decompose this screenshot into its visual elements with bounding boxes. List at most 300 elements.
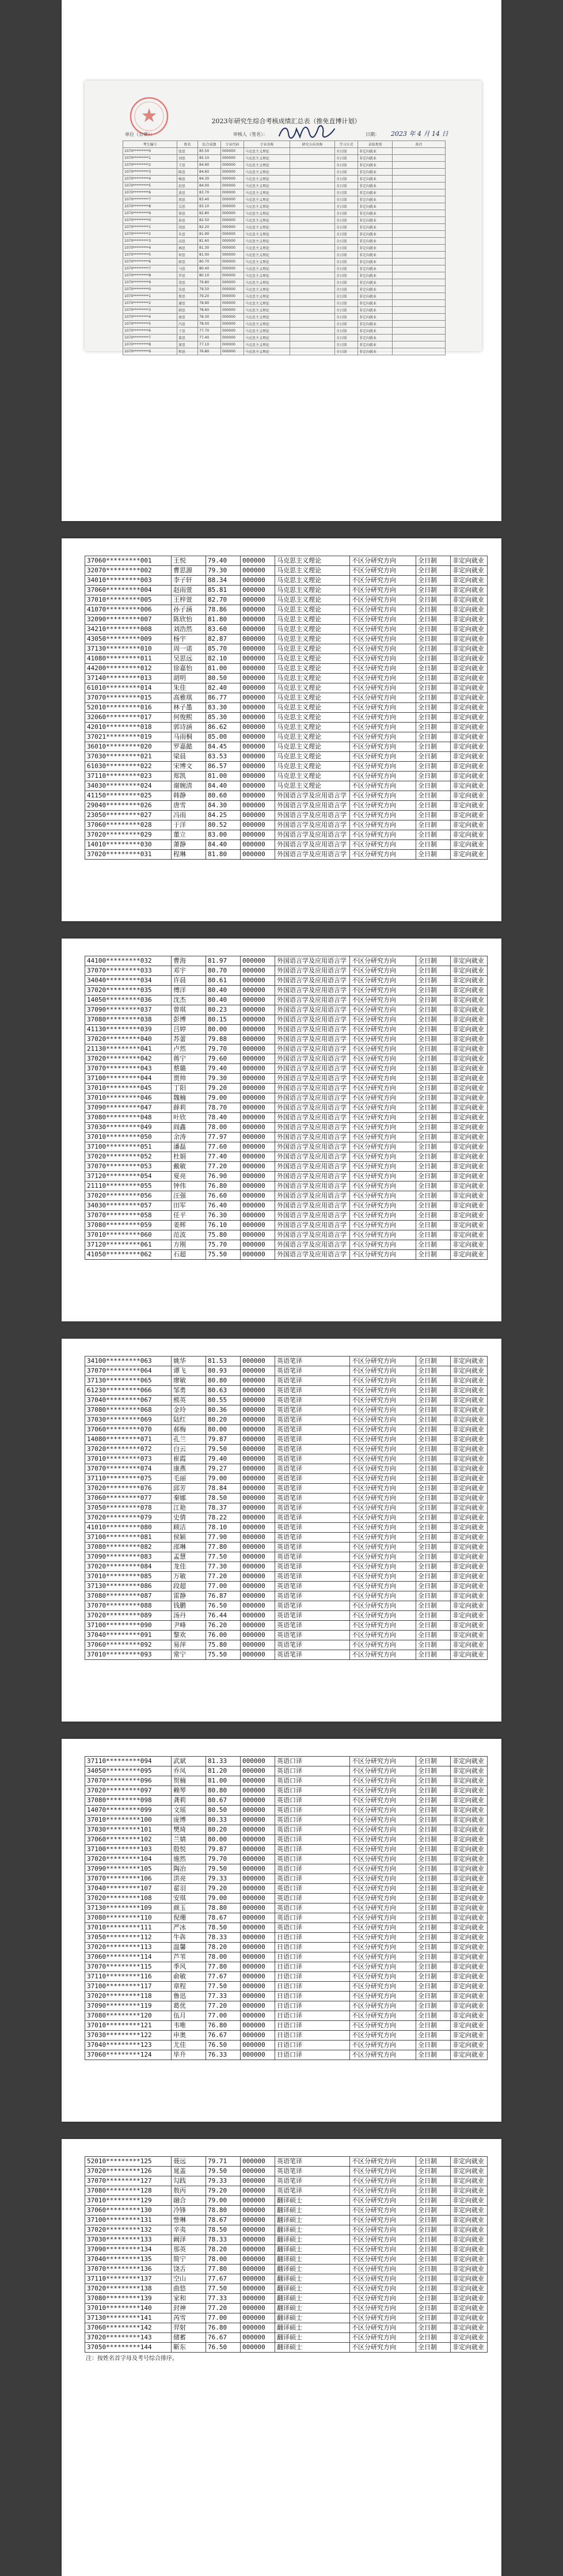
table-cell: 非定向就业 xyxy=(451,1621,488,1631)
table-cell: 76.67 xyxy=(206,2031,241,2041)
table-cell: 伍月 xyxy=(172,2011,206,2021)
table-cell: 86.77 xyxy=(206,693,241,703)
scan-table-header-cell: 备注 xyxy=(393,141,446,148)
table-cell: 61010*********014 xyxy=(85,683,172,693)
table-cell: 不区分研究方向 xyxy=(350,2294,416,2304)
table-cell: 37130*********141 xyxy=(85,2313,172,2323)
scan-table-cell: 1070*********3 xyxy=(123,238,177,245)
table-cell: 马克思主义理论 xyxy=(275,683,350,693)
table-cell: 全日制 xyxy=(416,2041,451,2050)
table-cell: 全日制 xyxy=(416,1572,451,1582)
table-cell: 全日制 xyxy=(416,1240,451,1250)
scan-table-cell: 马克思主义理论 xyxy=(244,279,290,286)
table-cell: 79.30 xyxy=(206,1074,241,1084)
table-cell: 全日制 xyxy=(416,1230,451,1240)
table-cell: 000000 xyxy=(241,1211,275,1221)
table-cell: 颜玉 xyxy=(172,1903,206,1913)
table-cell: 非定向就业 xyxy=(451,1757,488,1766)
scan-table-cell: 非定向就业 xyxy=(358,341,393,348)
table-cell: 77.00 xyxy=(206,2011,241,2021)
table-cell: 37070*********115 xyxy=(85,1962,172,1972)
table-cell: 全日制 xyxy=(416,1776,451,1786)
table-cell: 非定向就业 xyxy=(451,1650,488,1660)
table-cell: 芦苇 xyxy=(172,1952,206,1962)
document-page-2 xyxy=(62,538,501,921)
table-cell: 不区分研究方向 xyxy=(350,1464,416,1474)
table-cell: 任平 xyxy=(172,1211,206,1221)
table-cell: 全日制 xyxy=(416,1786,451,1796)
table-cell: 外国语言学及应用语言学 xyxy=(275,1093,350,1103)
table-cell: 000000 xyxy=(241,772,275,781)
table-cell: 许晨 xyxy=(172,976,206,986)
table-cell: 不区分研究方向 xyxy=(350,1835,416,1845)
table-cell: 不区分研究方向 xyxy=(350,2304,416,2313)
scan-table-cell: 全日制 xyxy=(335,210,358,217)
table-row xyxy=(85,781,488,791)
table-row xyxy=(85,723,488,732)
table-cell: 不区分研究方向 xyxy=(350,1103,416,1113)
table-cell: 000000 xyxy=(241,2313,275,2323)
table-cell: 不区分研究方向 xyxy=(350,1786,416,1796)
table-cell: 英语笔译 xyxy=(275,1405,350,1415)
table-cell: 全日制 xyxy=(416,1845,451,1855)
table-cell: 79.88 xyxy=(206,1035,241,1044)
table-cell: 37040*********067 xyxy=(85,1396,172,1405)
table-cell: 全日制 xyxy=(416,1835,451,1845)
table-cell: 兰婧 xyxy=(172,1835,206,1845)
table-cell: 外国语言学及应用语言学 xyxy=(275,1113,350,1123)
table-cell: 全日制 xyxy=(416,1035,451,1044)
table-cell: 融合 xyxy=(172,2196,206,2206)
table-cell: 不区分研究方向 xyxy=(350,1152,416,1162)
scan-table-cell: 000000 xyxy=(221,335,244,341)
table-cell: 不区分研究方向 xyxy=(350,1806,416,1815)
table-row xyxy=(85,713,488,723)
table-cell: 全日制 xyxy=(416,2313,451,2323)
table-cell: 000000 xyxy=(241,586,275,595)
table-cell: 43050*********009 xyxy=(85,634,172,644)
scan-table-cell xyxy=(393,286,446,293)
table-cell: 37030*********101 xyxy=(85,1825,172,1835)
table-cell: 34100*********063 xyxy=(85,1357,172,1366)
scan-table-header-cell: 研究方向名称 xyxy=(290,141,335,148)
scan-table-cell: 非定向就业 xyxy=(358,279,393,286)
scan-table-cell: 徐思 xyxy=(177,210,198,217)
table-cell: 翻译硕士 xyxy=(275,2206,350,2216)
table-cell: 马克思主义理论 xyxy=(275,605,350,615)
table-cell: 全日制 xyxy=(416,2031,451,2041)
table-row xyxy=(85,2011,488,2021)
scan-table-cell xyxy=(290,148,335,155)
table-cell: 全日制 xyxy=(416,693,451,703)
table-cell: 82.40 xyxy=(206,683,241,693)
table-cell: 全日制 xyxy=(416,1640,451,1650)
table-cell: 000000 xyxy=(241,1943,275,1952)
table-cell: 78.80 xyxy=(206,1903,241,1913)
scan-table-cell: 000000 xyxy=(221,155,244,162)
table-cell: 78.37 xyxy=(206,1503,241,1513)
scan-table-cell: 非定向就业 xyxy=(358,321,393,328)
scan-table-cell: 1070*********5 xyxy=(123,252,177,259)
scan-table-cell xyxy=(290,272,335,279)
table-cell: 非定向就业 xyxy=(451,986,488,996)
table-cell: 不区分研究方向 xyxy=(350,2235,416,2245)
table-cell: 全日制 xyxy=(416,1962,451,1972)
table-cell: 000000 xyxy=(241,1815,275,1825)
table-cell: 傅洋 xyxy=(172,986,206,996)
table-cell: 000000 xyxy=(241,615,275,625)
table-row xyxy=(85,1044,488,1054)
table-cell: 外国语言学及应用语言学 xyxy=(275,1250,350,1260)
scan-table-cell: 全日制 xyxy=(335,183,358,189)
table-cell: 简宁 xyxy=(172,2255,206,2265)
table-cell: 英语口译 xyxy=(275,1825,350,1835)
table-cell: 非定向就业 xyxy=(451,1221,488,1230)
scan-table-cell: 000000 xyxy=(221,314,244,321)
table-cell: 000000 xyxy=(241,1503,275,1513)
table-cell: 37070*********043 xyxy=(85,1064,172,1074)
scan-table-cell: 全日制 xyxy=(335,328,358,335)
table-cell: 000000 xyxy=(241,1152,275,1162)
scan-table-cell: 79.50 xyxy=(198,286,221,293)
table-cell: 郝梅 xyxy=(172,1425,206,1435)
table-cell: 非定向就业 xyxy=(451,1601,488,1611)
table-cell: 侯颖 xyxy=(172,1533,206,1542)
table-cell: 毛丽 xyxy=(172,1474,206,1484)
table-row xyxy=(85,1103,488,1113)
table-cell: 不区分研究方向 xyxy=(350,1035,416,1044)
table-cell: 全日制 xyxy=(416,2274,451,2284)
table-cell: 外国语言学及应用语言学 xyxy=(275,1142,350,1152)
table-cell: 非定向就业 xyxy=(451,1113,488,1123)
scan-table-cell xyxy=(393,335,446,341)
table-cell: 77.00 xyxy=(206,1582,241,1591)
table-cell: 000000 xyxy=(241,1494,275,1503)
table-cell: 不区分研究方向 xyxy=(350,2265,416,2274)
table-cell: 全日制 xyxy=(416,811,451,820)
table-cell: 不区分研究方向 xyxy=(350,2225,416,2235)
table-cell: 全日制 xyxy=(416,820,451,830)
table-row xyxy=(85,1601,488,1611)
table-cell: 英语笔译 xyxy=(275,1621,350,1631)
table-cell: 陈欣怡 xyxy=(172,615,206,625)
table-row xyxy=(85,732,488,742)
table-cell: 37060*********092 xyxy=(85,1640,172,1650)
scan-table-row xyxy=(123,224,446,231)
table-cell: 非定向就业 xyxy=(451,1054,488,1064)
table-cell: 85.81 xyxy=(206,586,241,595)
table-cell: 非定向就业 xyxy=(451,850,488,860)
scan-table-cell: 全日制 xyxy=(335,224,358,231)
table-cell: 英语口译 xyxy=(275,1815,350,1825)
table-cell: 000000 xyxy=(241,2274,275,2284)
table-row xyxy=(85,674,488,683)
table-cell: 37100*********131 xyxy=(85,2216,172,2225)
table-cell: 000000 xyxy=(241,1962,275,1972)
table-row xyxy=(85,1172,488,1181)
scan-table-cell: 000000 xyxy=(221,300,244,307)
table-cell: 英语笔译 xyxy=(275,1542,350,1552)
scan-table-row xyxy=(123,265,446,272)
table-cell: 葛优 xyxy=(172,2001,206,2011)
table-row xyxy=(85,2225,488,2235)
table-cell: 冷锋 xyxy=(172,2206,206,2216)
table-cell: 崔霞 xyxy=(172,1454,206,1464)
scan-table-header-cell: 专业名称 xyxy=(244,141,290,148)
table-cell: 英语笔译 xyxy=(275,1376,350,1386)
table-cell: 000000 xyxy=(241,1142,275,1152)
table-cell: 非定向就业 xyxy=(451,1523,488,1533)
table-cell: 非定向就业 xyxy=(451,2343,488,2353)
table-row xyxy=(85,1503,488,1513)
table-cell: 37020*********072 xyxy=(85,1445,172,1454)
scan-table-cell xyxy=(290,203,335,210)
table-cell: 不区分研究方向 xyxy=(350,2206,416,2216)
scan-table-cell: 非定向就业 xyxy=(358,189,393,196)
table-cell: 于洋 xyxy=(172,820,206,830)
table-cell: 76.30 xyxy=(206,1211,241,1221)
table-cell: 外国语言学及应用语言学 xyxy=(275,996,350,1005)
table-cell: 英语口译 xyxy=(275,1923,350,1933)
table-cell: 不区分研究方向 xyxy=(350,1113,416,1123)
table-cell: 全日制 xyxy=(416,1191,451,1201)
table-cell: 外国语言学及应用语言学 xyxy=(275,1074,350,1084)
table-cell: 非定向就业 xyxy=(451,1845,488,1855)
scan-table-cell: 非定向就业 xyxy=(358,169,393,176)
table-cell: 英语口译 xyxy=(275,1894,350,1903)
scan-table-row xyxy=(123,252,446,259)
table-cell: 37020*********097 xyxy=(85,1786,172,1796)
table-cell: 37020*********126 xyxy=(85,2167,172,2176)
table-cell: 全日制 xyxy=(416,732,451,742)
table-row xyxy=(85,1230,488,1240)
table-row xyxy=(85,1221,488,1230)
table-cell: 非定向就业 xyxy=(451,1074,488,1084)
table-cell: 非定向就业 xyxy=(451,1923,488,1933)
table-cell: 79.20 xyxy=(206,1884,241,1894)
table-cell: 非定向就业 xyxy=(451,1582,488,1591)
table-cell: 非定向就业 xyxy=(451,1640,488,1650)
table-cell: 不区分研究方向 xyxy=(350,2031,416,2041)
table-cell: 不区分研究方向 xyxy=(350,1435,416,1445)
table-cell: 14050*********036 xyxy=(85,996,172,1005)
table-cell: 全日制 xyxy=(416,1884,451,1894)
table-row xyxy=(85,1591,488,1601)
table-cell: 不区分研究方向 xyxy=(350,1250,416,1260)
table-cell: 不区分研究方向 xyxy=(350,1474,416,1484)
table-cell: 非定向就业 xyxy=(451,1093,488,1103)
table-cell: 37010*********093 xyxy=(85,1650,172,1660)
table-cell: 000000 xyxy=(241,1631,275,1640)
scan-table-cell: 000000 xyxy=(221,162,244,169)
scan-table-cell xyxy=(290,259,335,265)
table-cell: 不区分研究方向 xyxy=(350,1386,416,1396)
table-cell: 非定向就业 xyxy=(451,732,488,742)
table-cell: 非定向就业 xyxy=(451,605,488,615)
scan-table-cell xyxy=(290,348,335,355)
table-cell: 000000 xyxy=(241,2304,275,2313)
table-cell: 全日制 xyxy=(416,772,451,781)
table-cell: 非定向就业 xyxy=(451,615,488,625)
scan-table-cell xyxy=(290,245,335,252)
scan-table-cell: 1070*********4 xyxy=(123,245,177,252)
table-cell: 全日制 xyxy=(416,1054,451,1064)
table-cell: 非定向就业 xyxy=(451,1542,488,1552)
table-cell: 非定向就业 xyxy=(451,1562,488,1572)
table-cell: 000000 xyxy=(241,1601,275,1611)
table-cell: 不区分研究方向 xyxy=(350,1825,416,1835)
table-cell: 不区分研究方向 xyxy=(350,1005,416,1015)
table-row xyxy=(85,2245,488,2255)
table-cell: 84.40 xyxy=(206,781,241,791)
table-cell: 非定向就业 xyxy=(451,1357,488,1366)
scan-table-cell: 全日制 xyxy=(335,272,358,279)
table-cell: 000000 xyxy=(241,2343,275,2353)
scan-table-cell xyxy=(290,300,335,307)
table-cell: 日语口译 xyxy=(275,1982,350,1992)
table-cell: 非定向就业 xyxy=(451,1445,488,1454)
table-cell: 79.40 xyxy=(206,556,241,566)
table-cell: 80.36 xyxy=(206,1405,241,1415)
table-cell: 不区分研究方向 xyxy=(350,1952,416,1962)
scan-table-cell: 78.60 xyxy=(198,307,221,314)
table-cell: 000000 xyxy=(241,1650,275,1660)
table-cell: 不区分研究方向 xyxy=(350,820,416,830)
table-cell: 不区分研究方向 xyxy=(350,2284,416,2294)
table-cell: 不区分研究方向 xyxy=(350,2176,416,2186)
table-cell: 81.53 xyxy=(206,1357,241,1366)
table-cell: 000000 xyxy=(241,1621,275,1631)
table-cell: 77.20 xyxy=(206,1572,241,1582)
table-cell: 全日制 xyxy=(416,1952,451,1962)
scan-table-cell: 何思 xyxy=(177,252,198,259)
table-cell: 饶舌 xyxy=(172,2265,206,2274)
table-cell: 000000 xyxy=(241,1786,275,1796)
scan-table-cell: 1070*********2 xyxy=(123,300,177,307)
table-cell: 不区分研究方向 xyxy=(350,1357,416,1366)
table-cell: 37090*********105 xyxy=(85,1864,172,1874)
table-cell: 全日制 xyxy=(416,752,451,762)
table-row xyxy=(85,1621,488,1631)
table-cell: 77.20 xyxy=(206,1162,241,1172)
table-cell: 全日制 xyxy=(416,1874,451,1884)
table-cell: 全日制 xyxy=(416,1825,451,1835)
scan-table-cell: 马克思主义理论 xyxy=(244,203,290,210)
scan-table-cell: 马克思主义理论 xyxy=(244,265,290,272)
table-cell: 不区分研究方向 xyxy=(350,830,416,840)
table-cell: 不区分研究方向 xyxy=(350,1084,416,1093)
scan-table-cell: 周思 xyxy=(177,196,198,203)
scan-table-header-cell: 综合成绩 xyxy=(198,141,221,148)
table-cell: 非定向就业 xyxy=(451,1250,488,1260)
table-cell: 英语笔译 xyxy=(275,1513,350,1523)
table-cell: 37080*********059 xyxy=(85,1221,172,1230)
table-cell: 英语口译 xyxy=(275,1806,350,1815)
table-cell: 37070*********127 xyxy=(85,2176,172,2186)
table-cell: 孙子涵 xyxy=(172,605,206,615)
table-cell: 80.40 xyxy=(206,996,241,1005)
scan-table-cell: 000000 xyxy=(221,203,244,210)
table-cell: 全日制 xyxy=(416,2167,451,2176)
table-cell: 杨宇 xyxy=(172,634,206,644)
scan-table-cell: 000000 xyxy=(221,252,244,259)
scan-table-cell: 84.90 xyxy=(198,162,221,169)
table-cell: 彭博 xyxy=(172,1015,206,1025)
table-cell: 79.87 xyxy=(206,1435,241,1445)
scan-table-cell: 1070*********3 xyxy=(123,169,177,176)
scan-table-cell xyxy=(393,252,446,259)
scan-table-cell: 000000 xyxy=(221,217,244,224)
scan-table-cell: 非定向就业 xyxy=(358,162,393,169)
table-row xyxy=(85,2186,488,2196)
table-cell: 80.70 xyxy=(206,966,241,976)
table-cell: 14070*********099 xyxy=(85,1806,172,1815)
table-cell: 37040*********123 xyxy=(85,2041,172,2050)
scan-table-cell xyxy=(393,183,446,189)
table-cell: 全日制 xyxy=(416,1591,451,1601)
table-cell: 000000 xyxy=(241,1845,275,1855)
table-row xyxy=(85,1376,488,1386)
table-cell: 阎鑫 xyxy=(172,1123,206,1133)
table-cell: 000000 xyxy=(241,2255,275,2265)
table-cell: 日语口译 xyxy=(275,2041,350,2050)
table-cell: 不区分研究方向 xyxy=(350,1376,416,1386)
table-cell: 非定向就业 xyxy=(451,1044,488,1054)
table-cell: 非定向就业 xyxy=(451,693,488,703)
table-cell: 全日制 xyxy=(416,595,451,605)
table-cell: 000000 xyxy=(241,2225,275,2235)
scan-table-cell: 000000 xyxy=(221,176,244,183)
scan-table-cell: 非定向就业 xyxy=(358,259,393,265)
table-cell: 75.80 xyxy=(206,1640,241,1650)
table-cell: 非定向就业 xyxy=(451,1035,488,1044)
table-cell: 不区分研究方向 xyxy=(350,2255,416,2265)
table-cell: 非定向就业 xyxy=(451,1405,488,1415)
table-cell: 37080*********068 xyxy=(85,1405,172,1415)
table-cell: 杜娟 xyxy=(172,1152,206,1162)
table-cell: 全日制 xyxy=(416,703,451,713)
table-cell: 外国语言学及应用语言学 xyxy=(275,1103,350,1113)
scan-table-cell: 非定向就业 xyxy=(358,196,393,203)
table-cell: 000000 xyxy=(241,1435,275,1445)
table-cell: 不区分研究方向 xyxy=(350,1640,416,1650)
scan-table-header-cell: 考生编号 xyxy=(123,141,177,148)
table-cell: 37110*********094 xyxy=(85,1757,172,1766)
table-cell: 000000 xyxy=(241,1386,275,1396)
table-cell: 英语笔译 xyxy=(275,1572,350,1582)
table-cell: 非定向就业 xyxy=(451,1133,488,1142)
table-cell: 不区分研究方向 xyxy=(350,1172,416,1181)
table-cell: 82.87 xyxy=(206,634,241,644)
table-cell: 非定向就业 xyxy=(451,644,488,654)
table-cell: 马克思主义理论 xyxy=(275,742,350,752)
table-row xyxy=(85,586,488,595)
scan-table-cell xyxy=(290,307,335,314)
table-cell: 全日制 xyxy=(416,566,451,576)
table-cell: 雷静 xyxy=(172,1591,206,1601)
table-cell: 不区分研究方向 xyxy=(350,811,416,820)
table-row xyxy=(85,1084,488,1093)
table-cell: 全日制 xyxy=(416,2343,451,2353)
table-cell: 80.63 xyxy=(206,1386,241,1396)
table-cell: 000000 xyxy=(241,654,275,664)
table-cell: 全日制 xyxy=(416,1386,451,1396)
table-cell: 翻译硕士 xyxy=(275,2245,350,2255)
table-cell: 不区分研究方向 xyxy=(350,566,416,576)
table-cell: 78.20 xyxy=(206,1943,241,1952)
table-row xyxy=(85,742,488,752)
table-cell: 21130*********041 xyxy=(85,1044,172,1054)
